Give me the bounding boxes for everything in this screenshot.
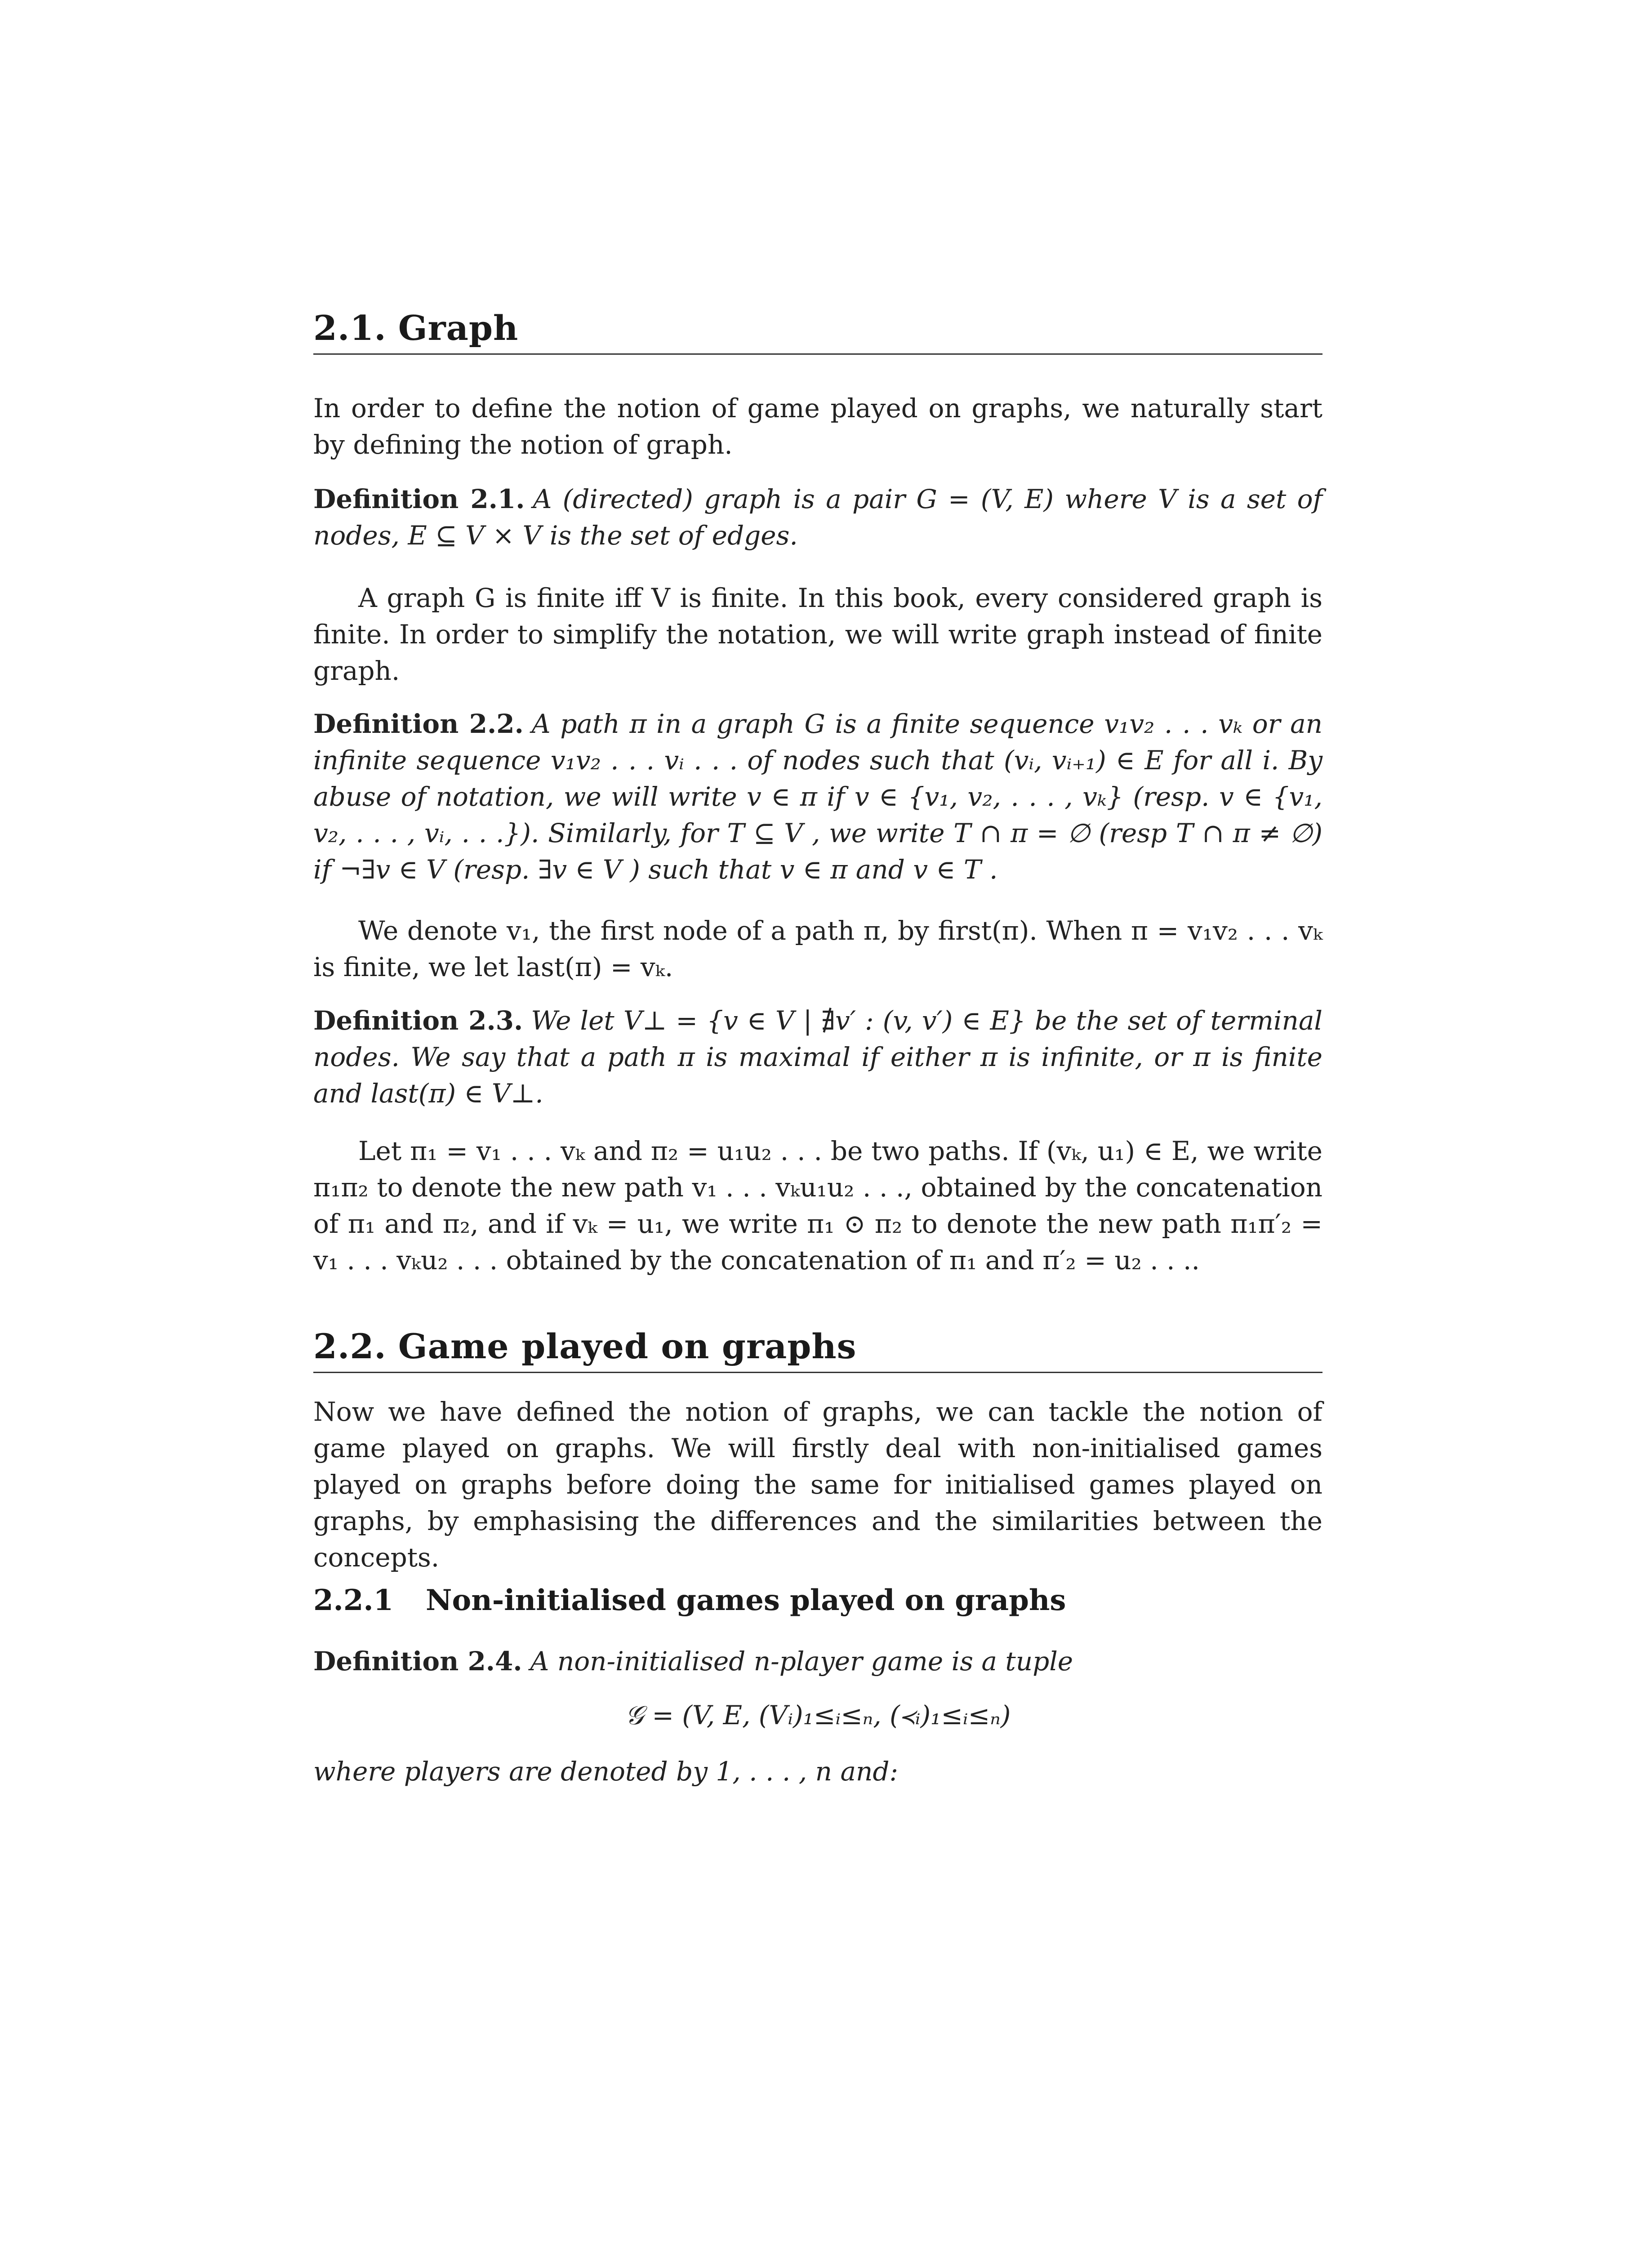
definition-text: A path π in a graph G is a finite sequence v₁v₂ . . . vₖ or an infinite sequence v₁v₂ . . . vᵢ . . . of nodes such that (vᵢ, vᵢ₊₁) ∈ E for all i. By abuse of notation, we will write v ∈ π if v ∈ {v₁, v₂, . . . , vₖ} (resp. v ∈ {v₁, v₂, . . . , vᵢ, . . .}). Similarly, for T ⊆ V , we write T ∩ π = ∅ (resp T ∩ π ≠ ∅) if ¬∃v ∈ V (resp. ∃v ∈ V ) such that v ∈ π and v ∈ T . <box>313 709 1322 885</box>
definition-2-4 <box>313 1643 1322 1680</box>
definition-label: Definition 2.3. <box>313 1005 523 1036</box>
definition-2-3 <box>313 1003 1322 1112</box>
definition-label: Definition 2.2. <box>313 709 524 739</box>
definition-label: Definition 2.1. <box>313 484 525 514</box>
section-2-2-heading <box>313 1324 1322 1369</box>
definition-text: A (directed) graph is a pair G = (V, E) where V is a set of nodes, E ⊆ V × V is the set of edges. <box>313 484 1322 551</box>
paragraph: We denote v₁, the first node of a path π, by first(π). When π = v₁v₂ . . . vₖ is finite, we let last(π) = vₖ. <box>313 915 1322 982</box>
paragraph-concatenation <box>313 1133 1322 1279</box>
section-number: 2.2. <box>313 1326 387 1366</box>
paragraph: In order to define the notion of game played on graphs, we naturally start by defining the notion of graph. <box>313 393 1322 460</box>
subsection-number: 2.2.1 <box>313 1583 394 1617</box>
paragraph: where players are denoted by 1, . . . , n and: <box>313 1756 899 1787</box>
definition-2-4-continuation <box>313 1753 1322 1790</box>
section-2-2-heading-block <box>313 1324 1322 1373</box>
definition-2-4-formula <box>313 1697 1322 1734</box>
definition-text: We let V⊥ = {v ∈ V | ∄v′ : (v, v′) ∈ E} be the set of terminal nodes. We say that a path π is maximal if either π is infinite, or π is finite and last(π) ∈ V⊥. <box>313 1005 1322 1109</box>
section-title: Game played on graphs <box>398 1326 857 1366</box>
paragraph: Now we have defined the notion of graphs, we can tackle the notion of game played on graphs. We will firstly deal with non-initialised games played on graphs before doing the same for initialised games played on graphs, by emphasising the differences and the similarities between the concepts. <box>313 1396 1322 1573</box>
paragraph-first-last <box>313 913 1322 986</box>
paragraph-intro-2-1 <box>313 390 1322 463</box>
subsection-2-2-1-heading <box>313 1583 1322 1619</box>
paragraph-intro-2-2 <box>313 1394 1322 1576</box>
definition-2-1 <box>313 481 1322 554</box>
section-title: Graph <box>398 308 519 348</box>
definition-2-2 <box>313 706 1322 888</box>
subsection-title: Non-initialised games played on graphs <box>426 1583 1066 1617</box>
definition-label: Definition 2.4. <box>313 1646 522 1677</box>
heading-rule <box>313 1372 1322 1373</box>
display-formula: 𝒢 = (V, E, (Vᵢ)₁≤ᵢ≤ₙ, (≺ᵢ)₁≤ᵢ≤ₙ) <box>625 1700 1011 1731</box>
paragraph-finite-graph <box>313 580 1322 689</box>
paragraph: Let π₁ = v₁ . . . vₖ and π₂ = u₁u₂ . . . be two paths. If (vₖ, u₁) ∈ E, we write π₁π₂ to denote the new path v₁ . . . vₖu₁u₂ . . ., obtained by the concatenation of π₁ and π₂, and if vₖ = u₁, we write π₁ ⊙ π₂ to denote the new path π₁π′₂ = v₁ . . . vₖu₂ . . . obtained by the concatenation of π₁ and π′₂ = u₂ . . .. <box>313 1136 1322 1276</box>
heading-rule <box>313 353 1322 355</box>
section-2-1-heading <box>313 306 1322 351</box>
definition-text: A non-initialised n-player game is a tuple <box>530 1646 1073 1677</box>
subsection-2-2-1-heading-block <box>313 1583 1322 1619</box>
paragraph: A graph G is finite iff V is finite. In this book, every considered graph is finite. In order to simplify the notation, we will write graph instead of finite graph. <box>313 583 1322 686</box>
section-number: 2.1. <box>313 308 387 348</box>
section-2-1-heading-block <box>313 306 1322 355</box>
